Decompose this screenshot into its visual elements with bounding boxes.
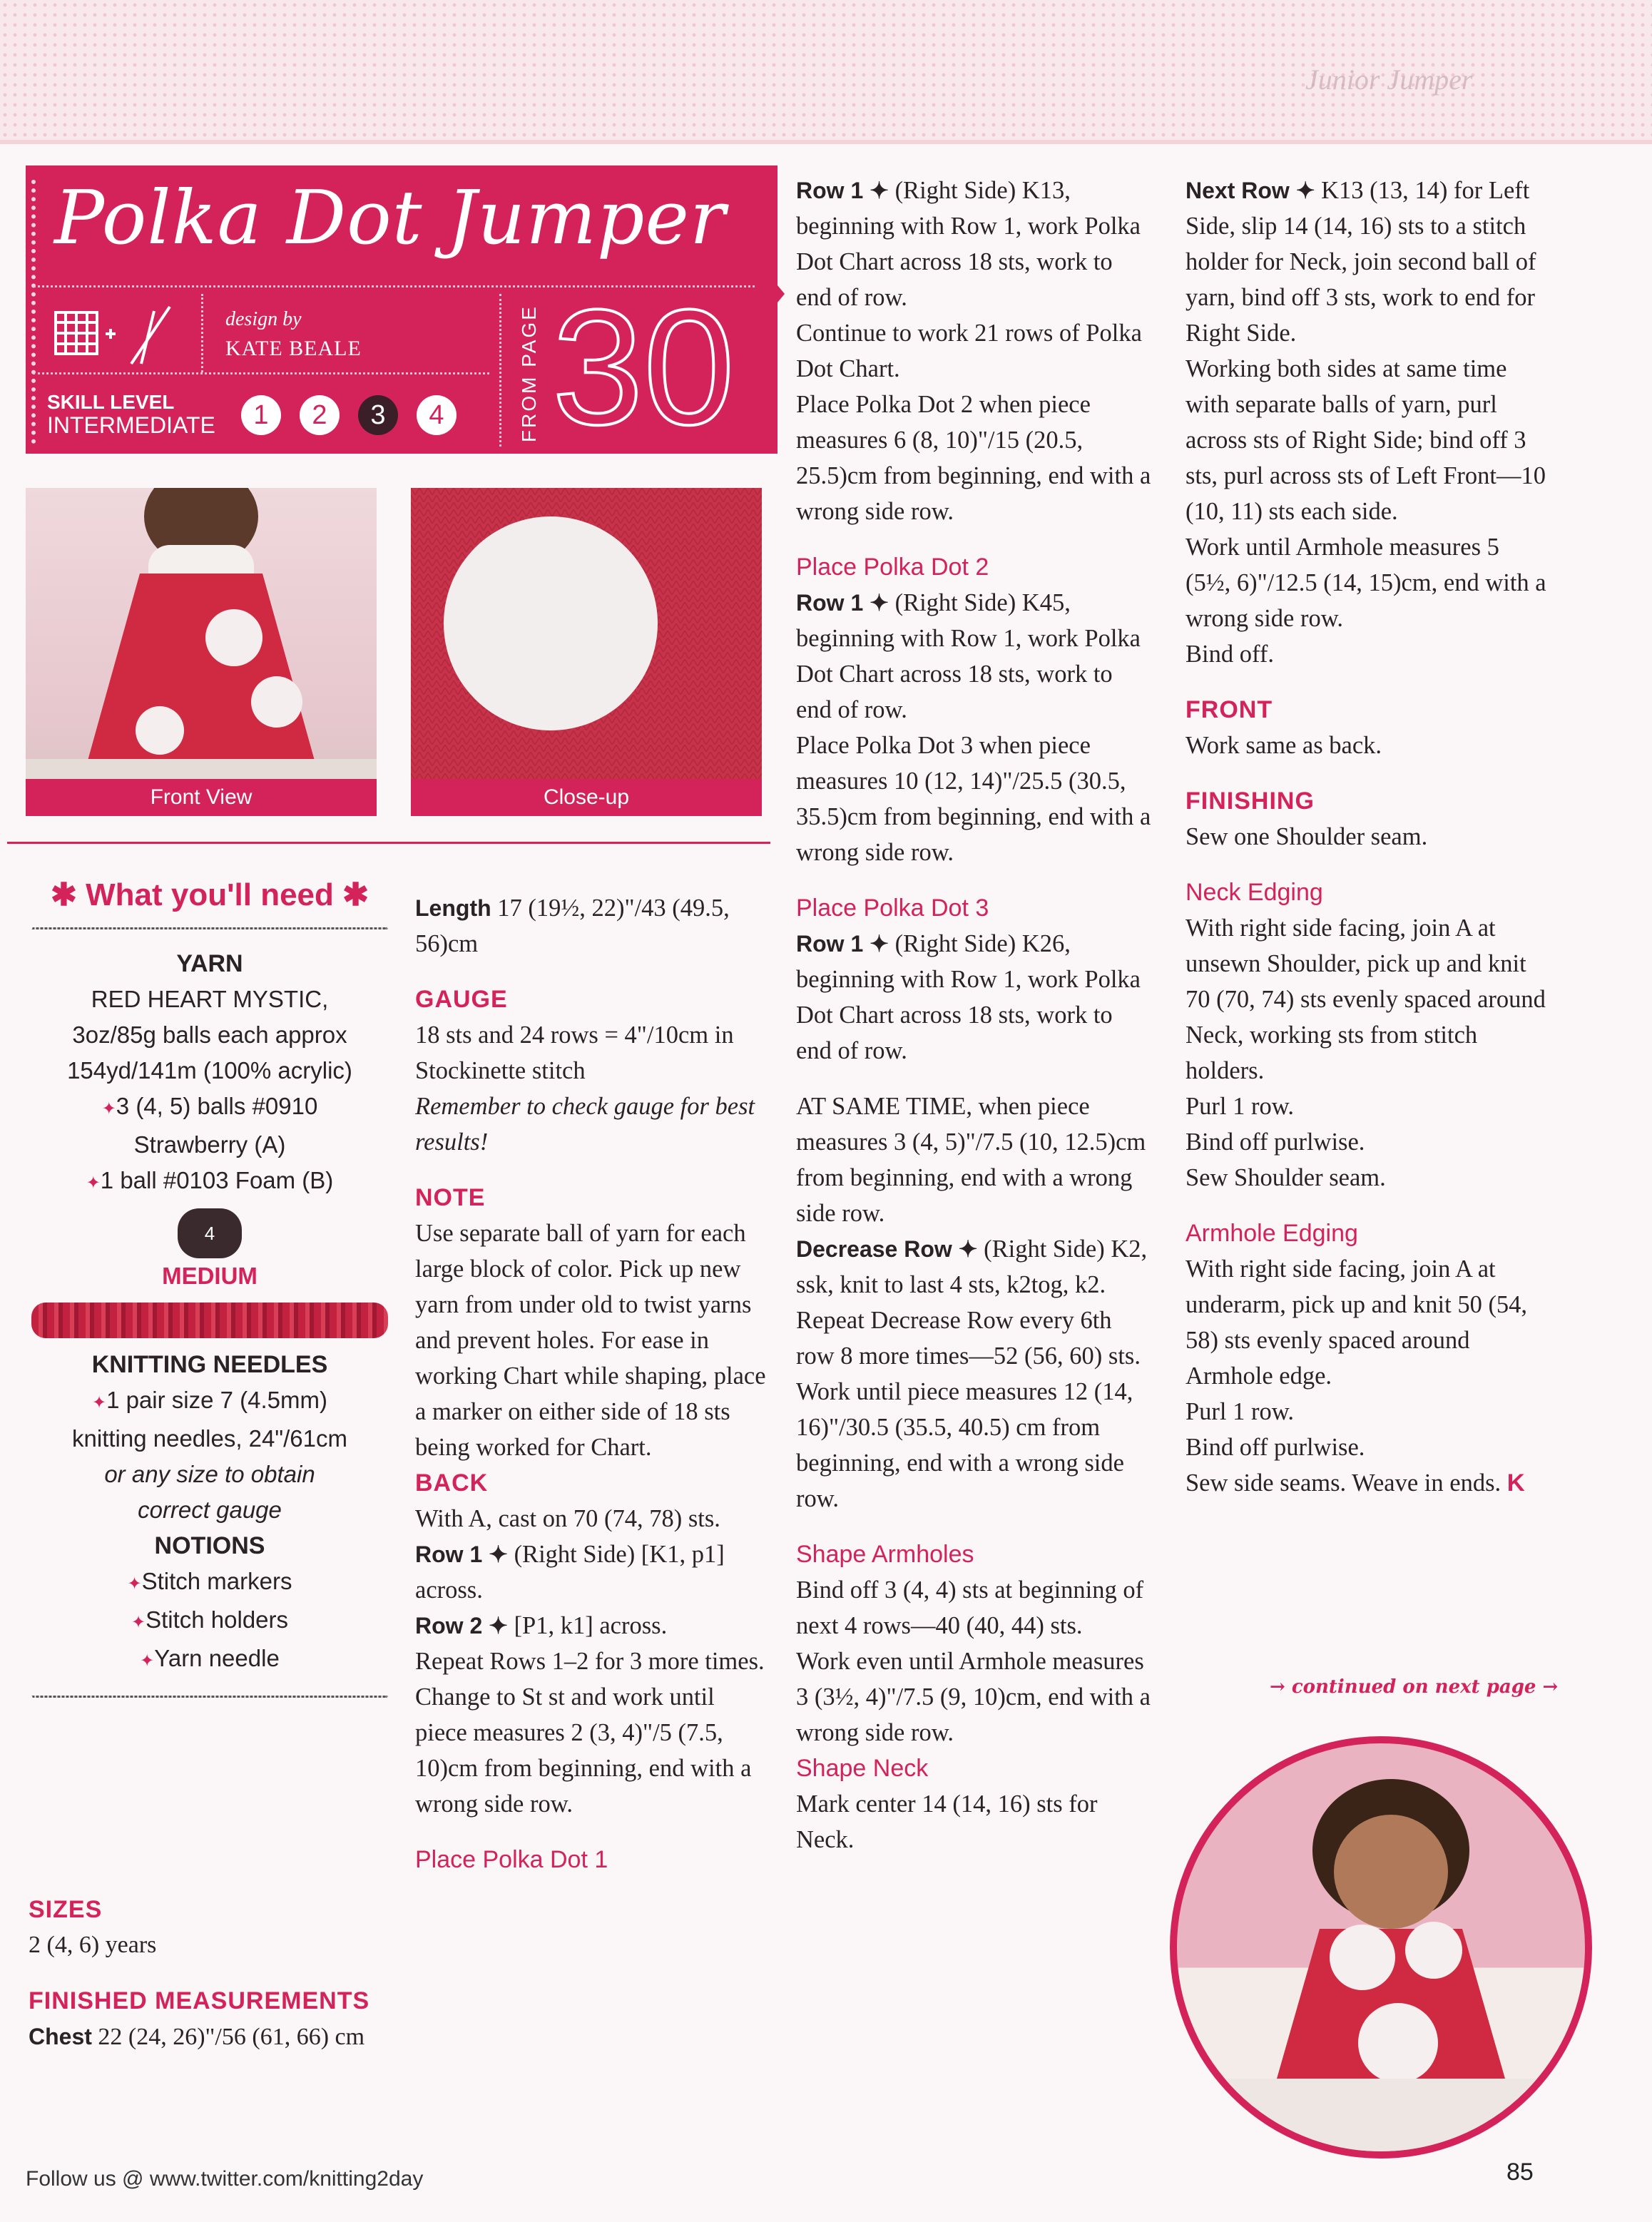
row-1-instruction [796,926,1153,1069]
back-heading: BACK [415,1469,489,1497]
row-1-instruction [415,1536,772,1608]
row-text: [P1, k1] across. [507,1612,668,1639]
bind-off-text: Bind off. [1186,641,1274,668]
decrease-row-instruction [796,1231,1153,1303]
from-page-label: FROM PAGE [518,305,540,442]
both-sides-text: Working both sides at same time with separate balls of yarn, purl across sts of Right Side; bind off 3 sts, purl across sts of Left Front—10 (10, 11) sts each side. [1186,355,1546,525]
row-label: Row 1 ✦ [796,590,889,616]
length-text [415,890,772,962]
skill-level-value: INTERMEDIATE [47,412,215,438]
length-label: Length [415,895,491,921]
finishing-text: Sew one Shoulder seam. [1186,823,1428,850]
yarn-weight-icon: 4 [178,1208,242,1258]
design-by-label: design by [225,308,302,330]
front-view-caption: Front View [26,779,377,816]
shape-neck-heading: Shape Neck [796,1755,929,1782]
notions-item [26,1602,394,1641]
yarn-item-cont: Strawberry (A) [133,1131,286,1158]
purl-row-text: Purl 1 row. [1186,1093,1295,1120]
page-number: 85 [1506,2159,1534,2186]
close-up-caption: Close-up [411,779,762,816]
row-1-instruction [796,173,1153,315]
needles-item-text: 1 pair size 7 (4.5mm) [106,1387,328,1413]
repeat-decrease-text: Repeat Decrease Row every 6th row 8 more times—52 (56, 60) sts. [796,1307,1141,1370]
yarn-strand-image [31,1303,388,1338]
neck-text: Mark center 14 (14, 16) sts for Neck. [796,1790,1098,1853]
needles-note: or any size to obtain [104,1461,315,1487]
finishing-heading: FINISHING [1186,788,1315,815]
sew-shoulder-text: Sew Shoulder seam. [1186,1164,1386,1191]
footer-follow-link[interactable]: Follow us @ www.twitter.com/knitting2day [26,2167,424,2191]
work-until-text: Work until piece measures 12 (14, 16)"/30.5 (35.5, 40.5) cm from beginning, end with a wrong side row. [796,1378,1133,1512]
repeat-text: Repeat Rows 1–2 for 3 more times. [415,1648,765,1675]
armholes-text-2: Work even until Armhole measures 3 (3½, 4)"/7.5 (9, 10)cm, end with a wrong side row. [796,1648,1151,1746]
baby-circle-photo [1170,1736,1592,2159]
same-time-text: AT SAME TIME, when piece measures 3 (4, 5)"/7.5 (10, 12.5)cm from beginning, end with a wrong side row. [796,1093,1146,1227]
brace-divider [26,1679,394,1712]
continued-text[interactable]: continued on next page [1291,1676,1536,1698]
dress-illustration [26,488,377,816]
place-dot-3-text: Place Polka Dot 3 when piece measures 10 (12, 14)"/25.5 (30.5, 35.5)cm from beginning, end with a wrong side row. [796,732,1151,866]
gauge-text: 18 sts and 24 rows = 4"/10cm in Stockinette stitch [415,1021,734,1084]
faint-running-header: Junior Jumper [1305,63,1473,96]
front-heading: FRONT [1186,696,1273,723]
sizes-text: 2 (4, 6) years [29,1932,157,1958]
yarn-heading: YARN [176,950,243,977]
neck-edging-text: With right side facing, join A at unsewn Shoulder, pick up and knit 70 (70, 74) sts evenly spaced around Neck, working sts from stitch holders. [1186,914,1546,1084]
row-label: Next Row ✦ [1186,178,1315,203]
row-label: Row 2 ✦ [415,1613,508,1639]
change-text: Change to St st and work until piece measures 2 (3, 4)"/5 (7.5, 10)cm from beginning, end with a wrong side row. [415,1683,752,1818]
row-2-instruction [415,1608,772,1643]
yarn-line: 154yd/141m (100% acrylic) [67,1057,352,1084]
skill-level-3-active: 3 [358,395,398,435]
design-divider [201,294,203,372]
armholes-text: Bind off 3 (4, 4) sts at beginning of next 4 rows—40 (40, 44) sts. [796,1576,1144,1639]
yarn-item [26,1089,394,1127]
notions-item [26,1564,394,1602]
stitch-border [31,180,43,444]
skill-level-4: 4 [417,395,457,435]
sizes-heading: SIZES [29,1896,103,1923]
continue-text: Continue to work 21 rows of Polka Dot Chart. [796,320,1142,382]
chest-label: Chest [29,2024,92,2049]
next-row-instruction [1186,173,1548,351]
needles-note: correct gauge [138,1497,282,1523]
yarn-item-text: 3 (4, 5) balls #0910 [116,1093,318,1119]
needles-heading: KNITTING NEEDLES [91,1351,328,1378]
end-mark-k: K [1506,1469,1525,1497]
place-dot-2-text: Place Polka Dot 2 when piece measures 6 (8, 10)"/15 (20.5, 25.5)cm from beginning, end with a wrong side row. [796,391,1151,525]
materials-title: ✱ What you'll need ✱ [51,877,369,912]
continued-next-page[interactable]: → continued on next page → [1270,1676,1559,1698]
back-text: With A, cast on 70 (74, 78) sts. [415,1505,720,1532]
baby-illustration [1177,1743,1585,2151]
row-text: (Right Side) K45, beginning with Row 1, work Polka Dot Chart across 18 sts, work to end of row. [796,589,1141,723]
row-text: (Right Side) K13, beginning with Row 1, work Polka Dot Chart across 18 sts, work to end of row. [796,177,1141,311]
front-view-photo [26,488,377,816]
polka-dot-closeup [411,488,762,816]
neck-edging-heading: Neck Edging [1186,879,1323,906]
skill-divider [33,372,489,374]
notions-item-text: Stitch markers [141,1568,292,1594]
row-label: Row 1 ✦ [796,178,889,203]
close-up-photo [411,488,762,816]
instructions-column-2 [415,890,772,1877]
yarn-weight-label: MEDIUM [162,1263,258,1289]
length-value: 17 (19½, 22)"/43 (49.5, 56)cm [415,895,730,957]
needles-item [26,1382,394,1421]
chest-value: 22 (24, 26)"/56 (61, 66) cm [91,2024,365,2050]
notions-item-text: Stitch holders [146,1606,289,1633]
pattern-title: Polka Dot Jumper [54,174,726,261]
yarn-line: RED HEART MYSTIC, [91,986,329,1012]
instructions-column-4 [1186,173,1548,1501]
finished-measurements-heading: FINISHED MEASUREMENTS [29,1987,370,2014]
bullet-icon: ✦ [131,1613,146,1632]
bind-purlwise-text: Bind off purlwise. [1186,1434,1365,1461]
row-text: K13 (13, 14) for Left Side, slip 14 (14, 16) sts to a stitch holder for Neck, join second ball of yarn, bind off 3 sts, work to end for Right Side. [1186,177,1536,347]
notions-heading: NOTIONS [154,1532,265,1559]
row-1-instruction [796,585,1153,728]
yarn-item-text: 1 ball #0103 Foam (B) [100,1167,334,1193]
purl-row-text: Purl 1 row. [1186,1398,1295,1425]
sizes-block [29,1892,399,2055]
skill-level-1: 1 [241,395,281,435]
bullet-icon: ✦ [86,1173,101,1193]
bullet-icon: ✦ [91,1393,107,1412]
chest-measurement [29,2019,399,2055]
armhole-edging-heading: Armhole Edging [1186,1220,1358,1247]
gauge-heading: GAUGE [415,986,508,1013]
polka-dot-3-heading: Place Polka Dot 3 [796,895,989,922]
polka-dot-2-heading: Place Polka Dot 2 [796,554,989,581]
top-band-edge [0,140,1652,144]
bind-purlwise-text: Bind off purlwise. [1186,1128,1365,1156]
row-label: Row 1 ✦ [415,1541,508,1567]
skill-level-2: 2 [300,395,340,435]
instructions-column-3 [796,173,1153,1857]
skill-level-label: SKILL LEVEL [47,391,175,413]
yarn-item [26,1163,394,1201]
sew-side-text [1186,1465,1548,1501]
row-label: Decrease Row ✦ [796,1236,978,1262]
armhole-edging-text: With right side facing, join A at underarm, pick up and knit 50 (54, 58) sts evenly spaced around Armhole edge. [1186,1255,1528,1390]
materials-panel [26,877,394,1712]
row-text: (Right Side) K2, ssk, knit to last 4 sts, k2tog, k2. [796,1235,1148,1298]
materials-title-text: What you'll need [86,877,334,912]
yarn-line: 3oz/85g balls each approx [72,1021,347,1048]
brace-divider [26,913,394,946]
polka-dot-1-heading: Place Polka Dot 1 [415,1846,608,1873]
notions-item [26,1641,394,1679]
shape-armholes-heading: Shape Armholes [796,1541,974,1568]
designer-name: KATE BEALE [225,337,362,360]
bullet-icon: ✦ [127,1574,142,1594]
knitting-needles-icon [47,297,197,368]
row-label: Row 1 ✦ [796,931,889,957]
pattern-title-block [26,165,777,459]
work-armhole-text: Work until Armhole measures 5 (5½, 6)"/12.5 (14, 15)cm, end with a wrong side row. [1186,534,1546,632]
note-heading: NOTE [415,1184,486,1211]
photo-divider-line [7,842,770,844]
sew-side-text-value: Sew side seams. Weave in ends. [1186,1469,1501,1497]
needles-item-cont: knitting needles, 24"/61cm [72,1425,347,1452]
front-text: Work same as back. [1186,732,1382,759]
notions-item-text: Yarn needle [154,1645,280,1671]
title-block-notch [756,165,785,454]
from-page-number: 30 [552,275,735,459]
row-text: (Right Side) K26, beginning with Row 1, work Polka Dot Chart across 18 sts, work to end of row. [796,930,1141,1064]
bullet-icon: ✦ [140,1651,155,1671]
bullet-icon: ✦ [101,1099,116,1118]
note-text: Use separate ball of yarn for each large block of color. Pick up new yarn from under old to twist yarns and prevent holes. For ease in working Chart while shaping, place a marker on either side of 18 sts being worked for Chart. [415,1220,766,1461]
gauge-reminder: Remember to check gauge for best results! [415,1093,755,1156]
frompage-divider [499,294,501,447]
row-text: (Right Side) [K1, p1] across. [415,1541,725,1604]
